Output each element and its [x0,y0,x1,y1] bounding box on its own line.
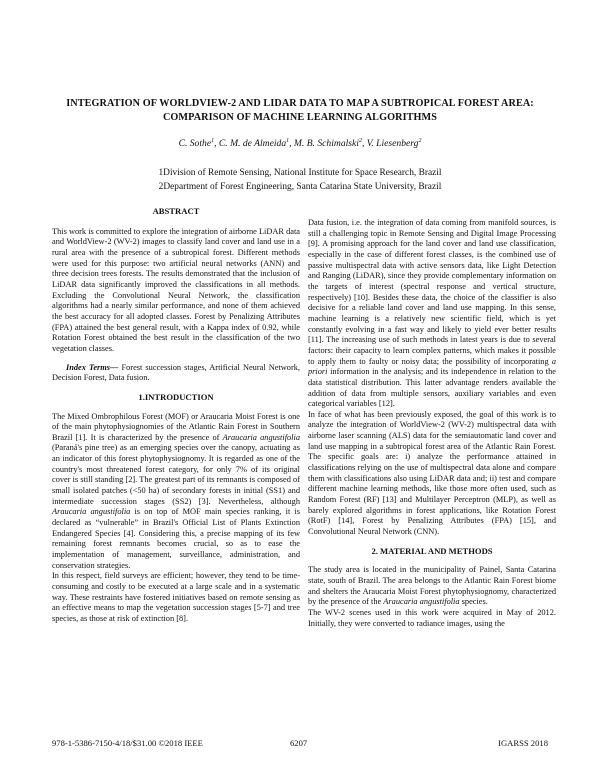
species-name: Araucaria angustifolia [383,597,460,607]
affiliation-2: 2Department of Forest Engineering, Santa Catarina State University, Brazil [158,182,442,192]
abstract-text: This work is committed to explore the integration of airborne LiDAR data and WorldView-2 (WV-2) images to classify land cover and land use in a rural area with the presence of a subtropical forest. Different methods were used for this purpose: two artificial neural networks (ANN) and three decision trees forests. The results demonstrated that the inclusion of LiDAR data significantly improved the classifications in all methods. Excluding the Convolutional Neural Network, the classification algorithms had a nearly similar performance, and none of them achieved the best accuracy for all adopted classes. Forest by Penalizing Attributes (FPA) attained the best general result, with a Kappa index of 0.92, while Rotation Forest obtained the best result in the classification of the two vegetation classes. [52,226,300,353]
italic-term: a priori [308,356,556,377]
index-terms [52,363,300,384]
right-paragraph-2: In face of what has been previously exposed, the goal of this work is to analyze the integration of WorldView-2 (WV-2) multispectral data with airborne laser scanning (ALS) data for the semiautomatic land cover and land use mapping in a subtropical forest area of the Atlantic Rain Forest. The specific goals are: i) analyze the performance attained in classifications relying on the use of multispectral data alone and compare them with classifications also using LiDAR data and; ii) test and compare different machine learning methods, like those more often used, such as Random Forest (RF) [13] and Multilayer Perceptron (MLP), as well as barely explored algorithms in forest applications, like Rotation Forest (RotF) [14], Forest by Penalizing Attributes (FPA) [15], and Convolutional Neural Network (CNN). [308,409,556,537]
intro-paragraph-1: The Mixed Ombrophilous Forest (MOF) or Araucaria Moist Forest is one of the main phytophysiognomies of the Atlantic Rain Forest in Southern Brazil [1]. It is characterized by the presence of Araucaria angustifolia (Paraná's pine tree) as an emerging species over the canopy, actuating as an indicator of this forest phytophysiognomy. It is regarded as one of the country's most threatened forest category, for only 7% of its original cover is still standing [2]. The greatest part of its remnants is composed of small isolated patches (<50 ha) of secondary forests in initial (SS1) and intermediate succession stages (SS2) [3]. Nevertheless, although Araucaria angustifolia is on top of MOF main species ranking, it is declared as “vulnerable” in Brazil's Official List of Plants Extinction Endangered Species [4]. Considering this, a precise mapping of its few remaining forest remnants becomes crucial, so as to ease the implementation of management, surveillance, administration, and conservation strategies. [52,411,300,570]
author-affiliation-mark: 2 [358,137,362,144]
methods-paragraph-2: The WV-2 scenes used in this work were acquired in May of 2012. Initially, they were converted to radiance images, using the [308,607,556,628]
author-affiliation-mark: 2 [418,137,422,144]
right-column [308,218,556,637]
intro-paragraph-2: In this respect, field surveys are efficient; however, they tend to be time-consuming and costly to be executed at a large scale and in a systematic way. These restraints have fostered initiatives based on remote sensing as an effective means to map the vegetation succession stages [5-7] and tree species, as those at risk of extinction [8]. [52,571,300,623]
author-name: C. M. de Almeida [218,138,287,149]
methods-heading: 2. MATERIAL AND METHODS [371,545,493,556]
footer-copyright: 978-1-5386-7150-4/18/$31.00 ©2018 IEEE [52,738,203,748]
right-paragraph-1: Data fusion, i.e. the integration of data coming from manifold sources, is still a challenging topic in Remote Sensing and Digital Image Processing [9]. A promising approach for the land cover and land use classification, especially in the case of different forest classes, is the combined use of passive multispectral data with active sensors data, like Light Detection and Ranging (LiDAR), since they provide complementary information on the targets of interest (spectral response and vertical structure, respectively) [10]. Besides these data, the choice of the classifier is also decisive for a reliable land cover and land use mapping. In this sense, machine learning is a relatively new scientific field, which is yet constantly evolving in a fast way and likely to yield ever better results [11]. The increasing use of such methods in latest years is due to several factors: their capacity to learn complex patterns, which makes it possible to apply them to faulty or noisy data; the possibility of incorporating a priori information in the analysis; and its independence in relation to the data statistical distribution. This latter advantage renders available the addition of data from multiple sensors, auxiliary variables and even categorical variables [12]. [308,218,556,409]
page-number: 6207 [290,738,308,748]
index-terms-text: Forest succession stages, Artificial Neural Network, Decision Forest, Data fusion. [52,362,301,383]
author-affiliation-mark: 1 [286,137,290,144]
author-list: C. Sothe$^1$, C. M. de Almeida$^1$, M. B. Schimalski$^2$, V. Liesenberg$^2$ [178,137,422,149]
species-name: Araucaria angustifolia [52,507,131,517]
author-name: C. Sothe [178,138,212,149]
species-name: Araucaria angustifolia [222,432,300,442]
author-name: M. B. Schimalski [293,138,359,149]
intro-heading: 1.INTRODUCTION [138,391,214,402]
left-column [52,206,300,633]
paper-title: INTEGRATION OF WORLDVIEW-2 AND LIDAR DATA TO MAP A SUBTROPICAL FOREST AREA: COMPARISON OF MACHINE LEARNING ALGORITHMS [66,98,534,123]
abstract-heading: ABSTRACT [152,206,200,216]
index-terms-label: Index Terms— [66,362,119,372]
affiliation-1: 1Division of Remote Sensing, National Institute for Space Research, Brazil [158,168,442,178]
footer-conference: IGARSS 2018 [498,738,548,748]
author-name: V. Liesenberg [366,138,419,149]
methods-paragraph-1: The study area is located in the municipality of Painel, Santa Catarina state, south of Brazil. The area belongs to the Atlantic Rain Forest biome and shelters the Araucaria Moist Forest phytophysiognomy, characterized by the presence of the Araucaria angustifolia species. [308,565,556,607]
author-affiliation-mark: 1 [211,137,215,144]
